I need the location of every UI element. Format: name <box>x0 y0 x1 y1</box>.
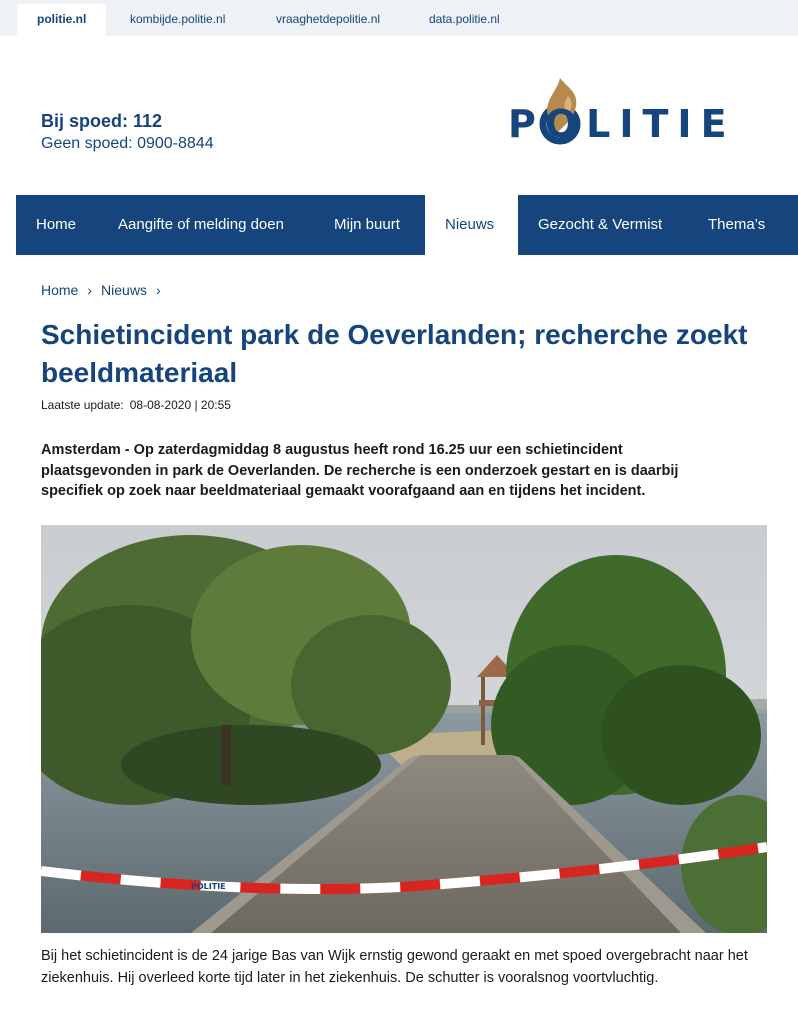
page-title: Schietincident park de Oeverlanden; recherche zoekt beeldmateriaal <box>41 319 748 388</box>
nav-nieuws[interactable]: Nieuws <box>425 195 518 255</box>
breadcrumb-chevron-icon: › <box>155 282 161 298</box>
last-updated-value: 08-08-2020 | 20:55 <box>129 398 231 412</box>
article-photo <box>41 525 767 933</box>
site-tab-vraaghetdepolitie[interactable]: vraaghetdepolitie.nl <box>276 12 381 26</box>
emergency-numbers <box>41 109 214 155</box>
tape-text: POLITIE <box>191 882 226 891</box>
breadcrumb <box>41 282 170 298</box>
main-nav <box>16 195 798 255</box>
breadcrumb-home[interactable]: Home <box>41 282 79 298</box>
site-tab-politie[interactable]: politie.nl <box>17 4 106 36</box>
breadcrumb-nieuws[interactable]: Nieuws <box>101 282 147 298</box>
site-tab-kombijde[interactable]: kombijde.politie.nl <box>130 12 226 26</box>
politie-logo[interactable] <box>506 72 736 158</box>
urgent-number[interactable]: Bij spoed: 112 <box>41 111 163 131</box>
article-body: Bij het schietincident is de 24 jarige Bas van Wijk ernstig gewond geraakt en met spoed overgebracht naar het ziekenhuis. Hij overleed korte tijd later in het ziekenhuis. De schutter is vooralsnog voortvluchtig. <box>41 948 748 986</box>
nav-gezocht-vermist[interactable]: Gezocht & Vermist <box>538 216 663 233</box>
site-tab-data[interactable]: data.politie.nl <box>429 12 500 26</box>
nav-themas[interactable]: Thema’s <box>708 216 766 233</box>
last-updated <box>41 398 231 412</box>
nav-home[interactable]: Home <box>36 216 77 233</box>
park-scene-image <box>41 525 767 933</box>
breadcrumb-chevron-icon: › <box>87 282 93 298</box>
sites-bar <box>0 0 798 36</box>
nav-aangifte[interactable]: Aangifte of melding doen <box>118 216 284 233</box>
logo-wordmark: POLITIE <box>508 102 736 146</box>
article-lead: Amsterdam - Op zaterdagmiddag 8 augustus heeft rond 16.25 uur een schietincident plaatsgevonden in park de Oeverlanden. De recherche is een onderzoek gestart en is daarbij specifiek op zoek naar beeldmateriaal gemaakt voorafgaand aan en tijdens het incident. <box>41 442 679 499</box>
nav-mijn-buurt[interactable]: Mijn buurt <box>334 216 400 233</box>
last-updated-label: Laatste update: <box>41 398 124 412</box>
non-urgent-number[interactable]: Geen spoed: 0900-8844 <box>41 135 214 152</box>
